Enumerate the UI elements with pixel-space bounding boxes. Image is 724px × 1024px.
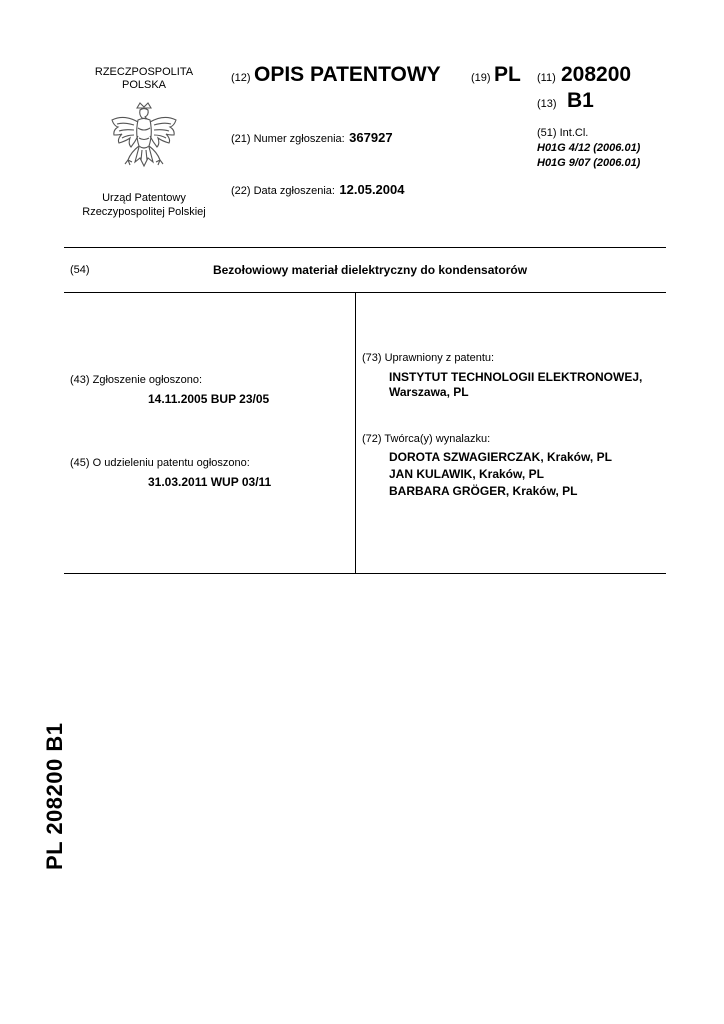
divider-bottom — [64, 573, 666, 574]
code-11: (11) — [537, 72, 556, 84]
application-number: 367927 — [349, 130, 393, 145]
inventors-label: (72) Twórca(y) wynalazku: — [362, 433, 491, 445]
code-19: (19) — [471, 72, 491, 84]
patent-number: 208200 — [561, 63, 632, 86]
inventor-item: DOROTA SZWAGIERCZAK, Kraków, PL — [389, 450, 612, 464]
int-cl-item: H01G 9/07 (2006.01) — [537, 157, 641, 169]
country-line2: POLSKA — [121, 79, 167, 91]
owner-line2: Warszawa, PL — [389, 385, 469, 399]
divider-vertical — [355, 292, 356, 573]
kind-code: B1 — [567, 89, 594, 112]
divider-title — [64, 292, 666, 293]
eagle-emblem-icon — [104, 100, 184, 184]
filing-date-row — [231, 181, 404, 199]
grant-label: (45) O udzieleniu patentu ogłoszono: — [70, 457, 250, 469]
title-code: (54) — [70, 264, 90, 276]
invention-title: Bezołowiowy materiał dielektryczny do kondensatorów — [212, 263, 528, 277]
application-number-label: (21) Numer zgłoszenia: — [231, 133, 345, 145]
country-line1: RZECZPOSPOLITA — [94, 66, 194, 78]
filing-date-label: (22) Data zgłoszenia: — [231, 185, 335, 197]
application-number-row — [231, 129, 393, 147]
int-cl-item: H01G 4/12 (2006.01) — [537, 142, 641, 154]
office-line1: Urząd Patentowy — [102, 192, 186, 204]
patent-owner — [389, 370, 642, 400]
office-line2: Rzeczypospolitej Polskiej — [82, 206, 206, 218]
owner-line1: INSTYTUT TECHNOLOGII ELEKTRONOWEJ, — [389, 370, 643, 384]
inventor-item: JAN KULAWIK, Kraków, PL — [389, 467, 544, 481]
inventor-item: BARBARA GRÖGER, Kraków, PL — [389, 484, 578, 498]
int-cl-block — [537, 126, 640, 171]
filing-date: 12.05.2004 — [339, 182, 405, 197]
patent-office-name — [64, 191, 224, 219]
divider-top — [64, 247, 666, 248]
publication-label: (43) Zgłoszenie ogłoszono: — [70, 374, 203, 386]
document-type: OPIS PATENTOWY — [254, 63, 441, 86]
owner-label: (73) Uprawniony z patentu: — [362, 352, 495, 364]
side-patent-label: PL 208200 B1 — [42, 722, 67, 870]
code-13: (13) — [537, 98, 557, 110]
inventors-list — [389, 449, 612, 500]
country-code: PL — [494, 63, 521, 86]
publication-value: 14.11.2005 BUP 23/05 — [148, 392, 270, 406]
int-cl-label: (51) Int.Cl. — [537, 127, 589, 139]
code-12: (12) — [231, 72, 251, 84]
grant-value: 31.03.2011 WUP 03/11 — [148, 475, 272, 489]
country-name — [74, 66, 214, 92]
